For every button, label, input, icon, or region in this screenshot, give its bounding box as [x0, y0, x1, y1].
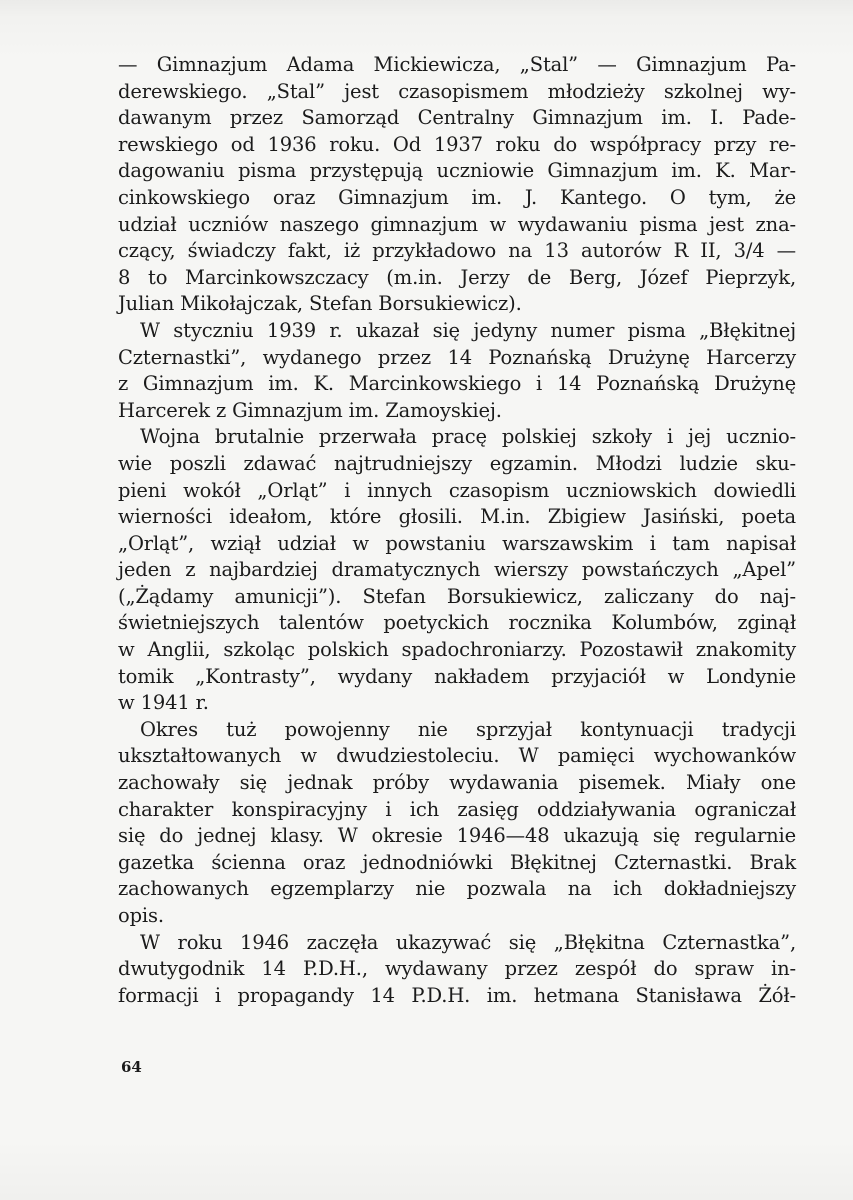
body-text	[118, 52, 796, 1009]
text-line: dawanym przez Samorząd Centralny Gimnazjum im. I. Pade-	[118, 106, 796, 130]
text-line: Harcerek z Gimnazjum im. Zamoyskiej.	[118, 398, 502, 422]
text-line: dwutygodnik 14 P.D.H., wydawany przez zespół do spraw in-	[118, 957, 796, 981]
text-line: Julian Mikołajczak, Stefan Borsukiewicz).	[118, 292, 522, 316]
text-line: — Gimnazjum Adama Mickiewicza, „Stal” — Gimnazjum Pa-	[118, 53, 796, 76]
text-line: wierności ideałom, które głosili. M.in. Zbigiew Jasiński, poeta	[118, 505, 796, 529]
text-line: tomik „Kontrasty”, wydany nakładem przyjaciół w Londynie	[118, 664, 796, 688]
text-line: się do jednej klasy. W okresie 1946—48 ukazują się regularnie	[118, 824, 796, 848]
paragraph-start-line: W roku 1946 zaczęła ukazywać się „Błękitna Czternastka”,	[140, 930, 796, 954]
text-line: charakter konspiracyjny i ich zasięg oddziaływania ograniczał	[118, 797, 796, 821]
text-line: w Anglii, szkoląc polskich spadochroniarzy. Pozostawił znakomity	[118, 638, 796, 662]
paragraph-start-line: W styczniu 1939 r. ukazał się jedyny numer pisma „Błękitnej	[140, 318, 796, 342]
paragraph-start-line: Wojna brutalnie przerwała pracę polskiej szkoły i jej uczniо-	[140, 425, 796, 449]
text-line: pieni wokół „Orląt” i innych czasopism uczniowskich dowiedli	[118, 478, 796, 502]
text-line: ukształtowanych w dwudziestoleciu. W pamięci wychowanków	[118, 744, 796, 768]
text-line: „Orląt”, wziął udział w powstaniu warszawskim i tam napisał	[118, 531, 796, 555]
text-line: 8 to Marcinkowszczacy (m.in. Jerzy de Berg, Józef Pieprzyk,	[118, 265, 796, 289]
text-line: formacji i propagandy 14 P.D.H. im. hetmana Stanisława Żół-	[118, 983, 796, 1007]
text-line: udział uczniów naszego gimnazjum w wydawaniu pisma jest zna-	[118, 212, 796, 236]
text-line: jeden z najbardziej dramatycznych wierszy powstańczych „Apel”	[118, 558, 796, 582]
text-line: derewskiego. „Stal” jest czasopismem młodzieży szkolnej wy-	[118, 79, 796, 103]
text-line: Czternastki”, wydanego przez 14 Poznańską Drużynę Harcerzy	[118, 345, 796, 369]
text-line: wie poszli zdawać najtrudniejszy egzamin. Młodzi ludzie sku-	[118, 451, 796, 475]
text-line: gazetka ścienna oraz jednodniówki Błękitnej Czternastki. Brak	[118, 850, 796, 874]
paragraph-start-line: Okres tuż powojenny nie sprzyjał kontynuacji tradycji	[140, 717, 796, 741]
text-line: w 1941 r.	[118, 691, 209, 715]
text-line: cinkowskiego oraz Gimnazjum im. J. Kantego. O tym, że	[118, 185, 796, 209]
text-line: zachowały się jednak próby wydawania pisemek. Miały one	[118, 771, 796, 795]
text-line: czący, świadczy fakt, iż przykładowo na 13 autorów R II, 3/4 —	[118, 239, 796, 263]
text-line: świetniejszych talentów poetyckich rocznika Kolumbów, zginął	[118, 611, 796, 635]
text-line: opis.	[118, 904, 164, 927]
page-number: 64	[121, 1058, 142, 1076]
text-line: rewskiego od 1936 roku. Od 1937 roku do współpracy przy re-	[118, 132, 796, 156]
text-line: („Żądamy amunicji”). Stefan Borsukiewicz, zaliczany do naj-	[118, 584, 796, 608]
text-line: z Gimnazjum im. K. Marcinkowskiego i 14 Poznańską Drużynę	[118, 372, 796, 396]
text-line: dagowaniu pisma przystępują uczniowie Gimnazjum im. K. Mar-	[118, 159, 796, 183]
text-line: zachowanych egzemplarzy nie pozwala na ich dokładniejszy	[118, 877, 796, 901]
